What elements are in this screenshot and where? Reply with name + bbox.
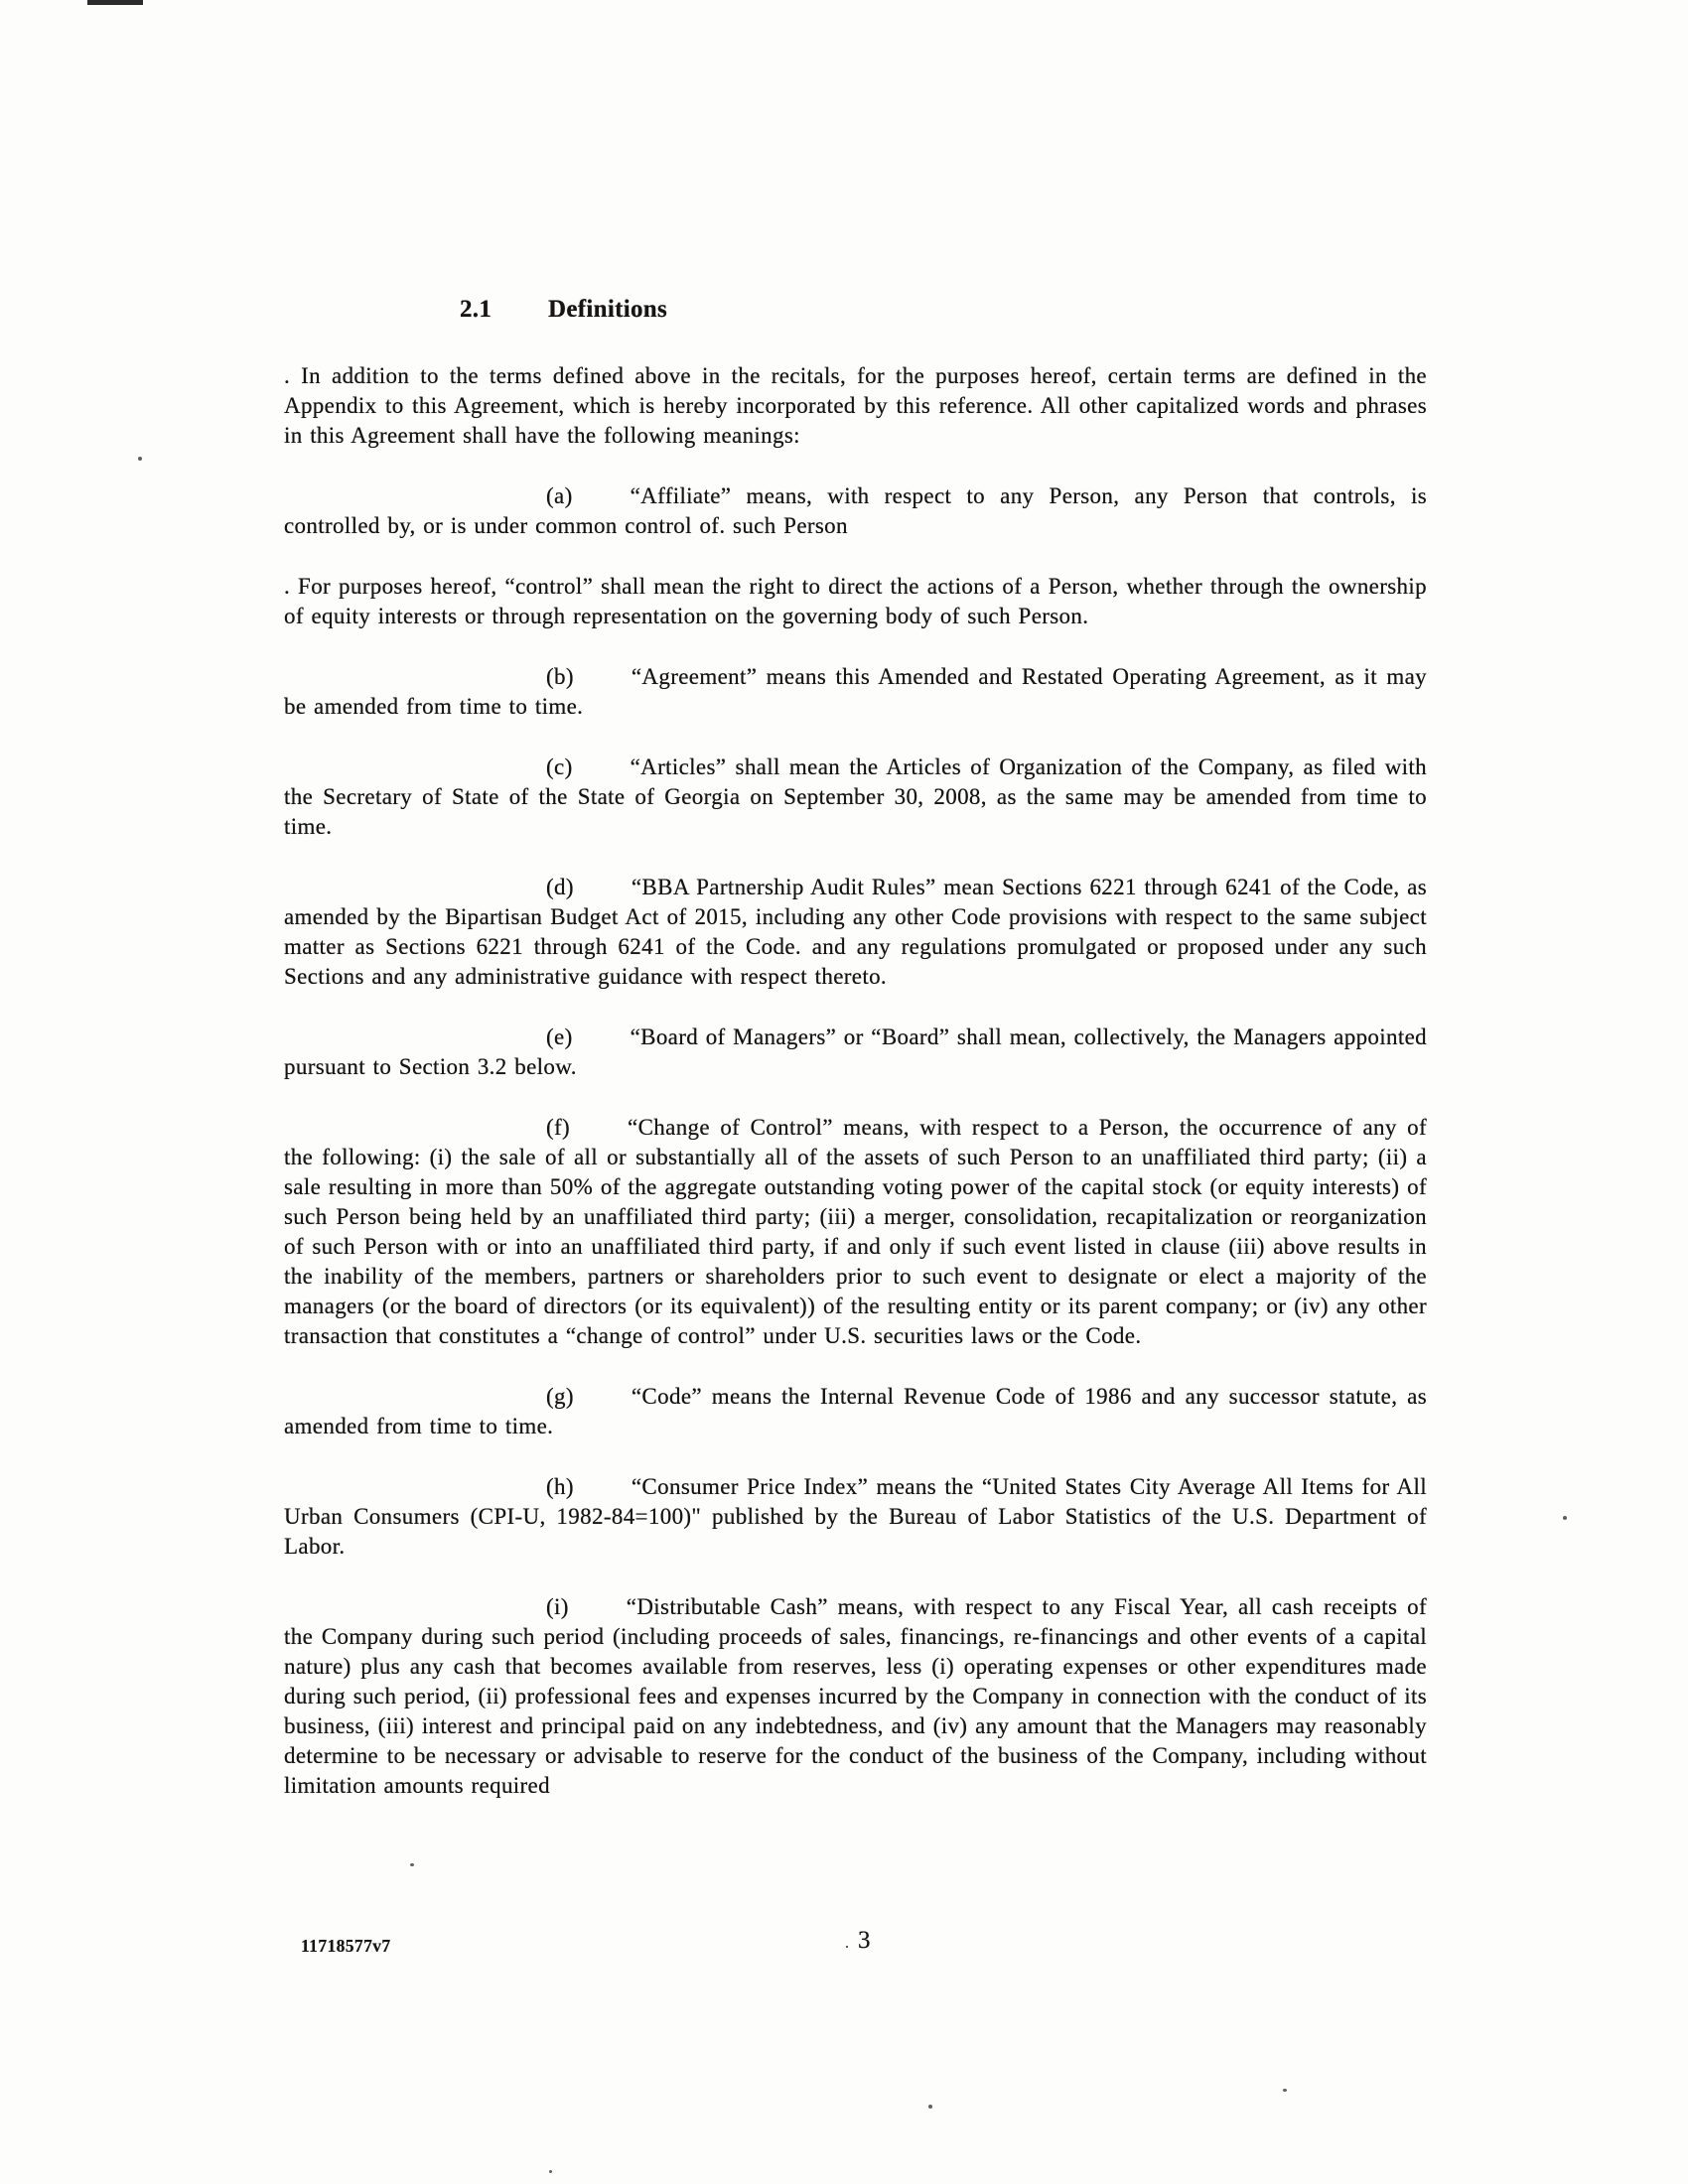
definition-paragraph-b xyxy=(284,662,1427,722)
scan-artifact xyxy=(1563,1516,1567,1520)
definition-paragraph-e xyxy=(284,1023,1427,1082)
paragraph-label: (h) xyxy=(546,1474,574,1499)
control-note-paragraph xyxy=(284,572,1427,631)
intro-paragraph xyxy=(284,361,1427,451)
section-heading xyxy=(460,294,1427,326)
section-title: Definitions xyxy=(548,296,667,323)
paragraph-text: . In addition to the terms defined above in the recitals, for the purposes hereof, certain terms are defined in the Appendix to this Agreement, which is hereby incorporated by this reference. All other capitalized words and phrases in this Agreement shall have the following meanings: xyxy=(284,363,1427,448)
section-number: 2.1 xyxy=(460,296,492,323)
paragraph-label: (e) xyxy=(546,1024,573,1049)
definition-paragraph-g xyxy=(284,1382,1427,1441)
paragraph-text: “Agreement” means this Amended and Restated Operating Agreement, as it may be amended from time to time. xyxy=(284,664,1427,719)
document-body xyxy=(284,294,1427,1832)
footer-doc-id: 11718577v7 xyxy=(301,1936,391,1956)
page-number-dot: . xyxy=(845,1935,849,1952)
page-number xyxy=(845,1927,871,1955)
scan-artifact xyxy=(549,2170,552,2173)
paragraph-label: (g) xyxy=(546,1384,574,1409)
paragraph-text: “BBA Partnership Audit Rules” mean Sections 6221 through 6241 of the Code, as amended by the Bipartisan Budget Act of 2015, including any other Code provisions with respect to the same subject matter as Sections 6221 through 6241 of the Code. and any regulations promulgated or proposed under any such Sections and any administrative guidance with respect thereto. xyxy=(284,875,1427,989)
paragraph-text: “Distributable Cash” means, with respect to any Fiscal Year, all cash receipts of the Company during such period (including proceeds of sales, financings, re-financings and other events of a capital nature) plus any cash that becomes available from reserves, less (i) operating expenses or other expenditures made during such period, (ii) professional fees and expenses incurred by the Company in connection with the conduct of its business, (iii) interest and principal paid on any indebtedness, and (iv) any amount that the Managers may reasonably determine to be necessary or advisable to reserve for the conduct of the business of the Company, including without limitation amounts required xyxy=(284,1594,1427,1798)
scan-artifact xyxy=(138,457,142,461)
paragraph-label: (i) xyxy=(546,1594,569,1619)
paragraph-label: (b) xyxy=(546,664,574,689)
paragraph-label: (d) xyxy=(546,875,574,899)
paragraph-label: (c) xyxy=(546,754,573,779)
paragraph-text: “Code” means the Internal Revenue Code of 1986 and any successor statute, as amended from time to time. xyxy=(284,1384,1427,1438)
definition-paragraph-f xyxy=(284,1113,1427,1351)
paragraph-label: (f) xyxy=(546,1115,571,1140)
definition-paragraph-i xyxy=(284,1592,1427,1801)
definition-paragraph-c xyxy=(284,752,1427,842)
paragraph-text: “Articles” shall mean the Articles of Organization of the Company, as filed with the Secretary of State of the State of Georgia on September 30, 2008, as the same may be amended from time to time. xyxy=(284,754,1427,839)
definition-paragraph-a xyxy=(284,481,1427,541)
paragraph-text: “Consumer Price Index” means the “United States City Average All Items for All Urban Consumers (CPI-U, 1982-84=100)" published by the Bureau of Labor Statistics of the U.S. Department of Labor. xyxy=(284,1474,1427,1559)
scan-artifact xyxy=(928,2105,932,2109)
page-number-value: 3 xyxy=(858,1927,871,1954)
paragraph-text: “Affiliate” means, with respect to any Person, any Person that controls, is controlled by, or is under common control of. such Person xyxy=(284,483,1427,538)
scan-edge-artifact xyxy=(87,0,143,5)
definition-paragraph-d xyxy=(284,873,1427,992)
paragraph-text: . For purposes hereof, “control” shall mean the right to direct the actions of a Person, whether through the ownership of equity interests or through representation on the governing body of such Person. xyxy=(284,574,1427,628)
scan-artifact xyxy=(1283,2089,1287,2092)
paragraph-text: “Board of Managers” or “Board” shall mean, collectively, the Managers appointed pursuant to Section 3.2 below. xyxy=(284,1024,1428,1079)
definition-paragraph-h xyxy=(284,1472,1427,1562)
scan-artifact xyxy=(410,1863,414,1866)
paragraph-label: (a) xyxy=(546,483,573,508)
paragraph-text: “Change of Control” means, with respect to a Person, the occurrence of any of the following: (i) the sale of all or substantially all of the assets of such Person to an unaffiliated third party; (ii) a sale resulting in more than 50% of the aggregate outstanding voting power of the capital stock (or equity interests) of such Person being held by an unaffiliated third party; (iii) a merger, consolidation, recapitalization or reorganization of such Person with or into an unaffiliated third party, if and only if such event listed in clause (iii) above results in the inability of the members, partners or shareholders prior to such event to designate or elect a majority of the managers (or the board of directors (or its equivalent)) of the resulting entity or its parent company; or (iv) any other transaction that constitutes a “change of control” under U.S. securities laws or the Code. xyxy=(284,1115,1427,1348)
